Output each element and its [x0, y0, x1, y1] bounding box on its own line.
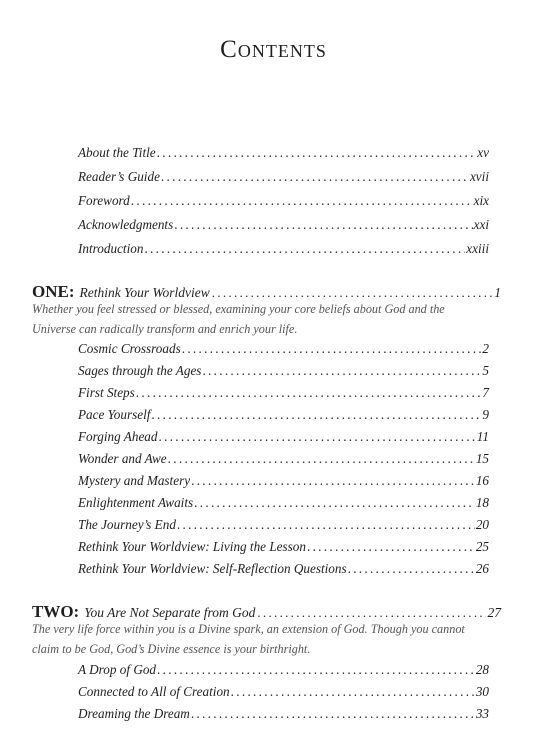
- toc-entry-page: 5: [482, 363, 489, 378]
- toc-entry-acknowledgments[interactable]: [78, 217, 489, 233]
- chapter-page: 27: [487, 605, 501, 620]
- toc-entry-label: Dreaming the Dream: [78, 706, 190, 721]
- toc-entry-page: 26: [475, 561, 489, 576]
- toc-entry-page: xxi: [473, 217, 489, 232]
- leader-dots: [151, 407, 481, 423]
- chapter-number: TWO:: [32, 602, 80, 621]
- toc-entry-label: Reader’s Guide: [78, 169, 160, 184]
- toc-entry-page: 20: [475, 517, 489, 532]
- page-title: Contents: [220, 36, 327, 63]
- toc-entry-label: Connected to All of Creation: [78, 684, 230, 699]
- toc-entry-sages-through-the-ages[interactable]: [78, 363, 489, 379]
- toc-entry-the-journeys-end[interactable]: [78, 517, 489, 533]
- toc-entry-label: Pace Yourself: [78, 407, 151, 422]
- leader-dots: [231, 684, 475, 700]
- toc-entry-page: xv: [477, 145, 489, 160]
- toc-entry-about-the-title[interactable]: [78, 145, 489, 161]
- leader-dots: [157, 145, 477, 161]
- chapter-one-description: Whether you feel stressed or blessed, examining your core beliefs about God and the Universe can radically transform and enrich your life.: [32, 302, 445, 336]
- leader-dots: [159, 429, 476, 445]
- leader-dots: [177, 517, 475, 533]
- toc-entry-page: xvii: [469, 169, 489, 184]
- toc-entry-label: About the Title: [78, 145, 156, 160]
- toc-entry-wonder-and-awe[interactable]: [78, 451, 489, 467]
- toc-entry-page: 16: [475, 473, 489, 488]
- toc-entry-introduction[interactable]: [78, 241, 489, 257]
- toc-entry-readers-guide[interactable]: [78, 169, 489, 185]
- toc-entry-page: 18: [475, 495, 489, 510]
- chapter-title: You Are Not Separate from God: [84, 605, 256, 620]
- toc-entry-page: 33: [475, 706, 489, 721]
- leader-dots: [191, 706, 475, 722]
- leader-dots: [174, 217, 472, 233]
- toc-entry-page: 30: [475, 684, 489, 699]
- toc-entry-label: The Journey’s End: [78, 517, 176, 532]
- toc-entry-label: Wonder and Awe: [78, 451, 167, 466]
- toc-entry-page: xix: [473, 193, 489, 208]
- leader-dots: [131, 193, 473, 209]
- toc-entry-label: A Drop of God: [78, 662, 157, 677]
- leader-dots: [136, 385, 482, 401]
- leader-dots: [144, 241, 465, 257]
- chapter-page: 1: [494, 285, 501, 300]
- toc-entry-page: 7: [482, 385, 489, 400]
- toc-entry-label: Introduction: [78, 241, 144, 256]
- leader-dots: [202, 363, 481, 379]
- leader-dots: [161, 169, 469, 185]
- toc-entry-foreword[interactable]: [78, 193, 489, 209]
- toc-entry-mystery-and-mastery[interactable]: [78, 473, 489, 489]
- leader-dots: [307, 539, 475, 555]
- toc-entry-page: 28: [475, 662, 489, 677]
- leader-dots: [157, 662, 475, 678]
- toc-entry-label: Forging Ahead: [78, 429, 158, 444]
- toc-entry-label: Foreword: [78, 193, 130, 208]
- toc-entry-label: Cosmic Crossroads: [78, 341, 181, 356]
- toc-entry-page: 9: [482, 407, 489, 422]
- toc-entry-self-reflection-questions[interactable]: [78, 561, 489, 577]
- toc-entry-label: Acknowledgments: [78, 217, 174, 232]
- toc-entry-label: Mystery and Mastery: [78, 473, 191, 488]
- toc-entry-label: Enlightenment Awaits: [78, 495, 194, 510]
- toc-entry-page: 15: [475, 451, 489, 466]
- leader-dots: [182, 341, 482, 357]
- leader-dots: [168, 451, 475, 467]
- chapter-title: Rethink Your Worldview: [79, 285, 210, 300]
- toc-entry-pace-yourself[interactable]: [78, 407, 489, 423]
- toc-entry-enlightenment-awaits[interactable]: [78, 495, 489, 511]
- leader-dots: [194, 495, 475, 511]
- toc-entry-label: First Steps: [78, 385, 135, 400]
- leader-dots: [348, 561, 475, 577]
- toc-entry-page: 11: [476, 429, 489, 444]
- chapter-two-description: The very life force within you is a Divine spark, an extension of God. Though you cannot claim to be God, God’s Divine essence is your birthright.: [32, 622, 465, 656]
- toc-entry-page: xxiii: [466, 241, 489, 256]
- toc-entry-page: 25: [475, 539, 489, 554]
- toc-entry-connected-to-all-of-creation[interactable]: [78, 684, 489, 700]
- toc-entry-page: 2: [482, 341, 489, 356]
- toc-entry-forging-ahead[interactable]: [78, 429, 489, 445]
- toc-entry-label: Rethink Your Worldview: Self-Reflection Questions: [78, 561, 347, 576]
- toc-entry-cosmic-crossroads[interactable]: [78, 341, 489, 357]
- toc-entry-label: Rethink Your Worldview: Living the Lesson: [78, 539, 306, 554]
- toc-entry-label: Sages through the Ages: [78, 363, 202, 378]
- chapter-number: ONE:: [32, 282, 75, 301]
- toc-entry-living-the-lesson[interactable]: [78, 539, 489, 555]
- toc-entry-dreaming-the-dream[interactable]: [78, 706, 489, 722]
- toc-entry-a-drop-of-god[interactable]: [78, 662, 489, 678]
- toc-entry-first-steps[interactable]: [78, 385, 489, 401]
- leader-dots: [191, 473, 475, 489]
